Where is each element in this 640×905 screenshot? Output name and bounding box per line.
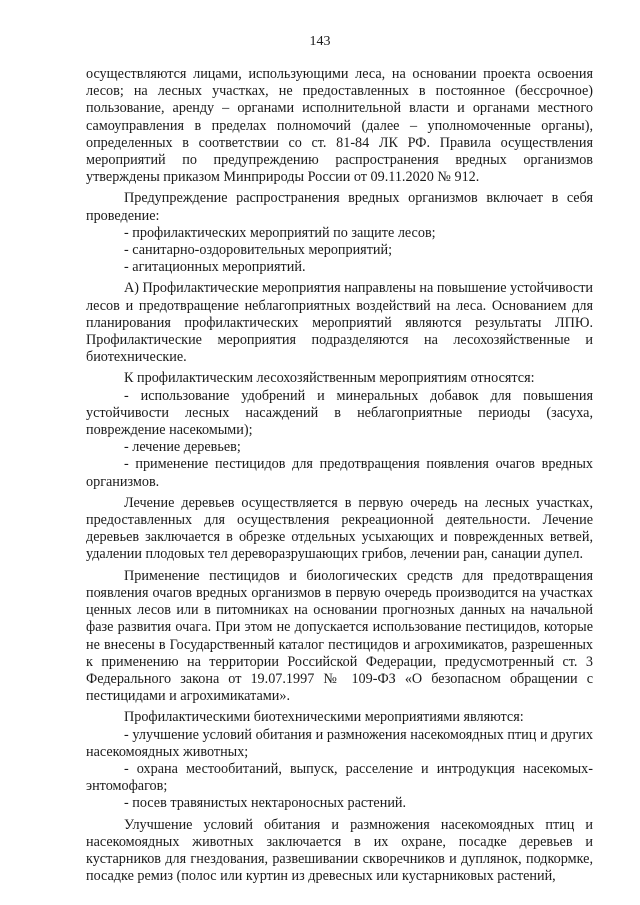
paragraph-tree-treatment: Лечение деревьев осуществляется в первую очередь на лесных участках, предоставленных для осуществления рекреационной деятельности. Лечение деревьев заключается в обрезке отдельных усыхающих и поврежденных ветвей, удалении плодовых тел дереворазрушающих грибов, лечении ран, санации дупел. — [86, 494, 593, 563]
paragraph-habitat-improvement: Улучшение условий обитания и размножения насекомоядных птиц и насекомоядных животных заключается в их охране, посадке деревьев и кустарников для гнездования, развешивании скворечников и дуплянок, подкормке, посадке ремиз (полос или куртин из древесных или кустарниковых растений, — [86, 816, 593, 885]
paragraph-preventive-measures: А) Профилактические мероприятия направлены на повышение устойчивости лесов и предотвращение неблагоприятных воздействий на леса. Основанием для планирования профилактических мероприятий являются результаты ЛПЮ. Профилактические мероприятия подразделяются на лесохозяйственные и биотехнические. — [86, 280, 593, 366]
list-item: - санитарно-оздоровительных мероприятий; — [124, 242, 393, 259]
list-item: - профилактических мероприятий по защите лесов; — [124, 224, 436, 241]
paragraph-prevention-intro: Предупреждение распространения вредных организмов включает в себя проведение: — [86, 190, 593, 224]
paragraph-biotech-measures-intro: Профилактическими биотехническими мероприятиями являются: — [124, 709, 524, 726]
page-number: 143 — [309, 34, 331, 49]
list-item: - лечение деревьев; — [124, 439, 241, 456]
paragraph-continuation: осуществляются лицами, использующими леса, на основании проекта освоения лесов; на лесных участках, не предоставленных в постоянное (бессрочное) пользование, аренду – органами исполнительной власти и органами местного самоуправления в пределах полномочий (далее – уполномоченные органы), определенных в соответствии со ст. 81-84 ЛК РФ. Правила осуществления мероприятий по предупреждению распространения вредных организмов утверждены приказом Минприроды России от 09.11.2020 № 912. — [86, 66, 593, 186]
list-item: - охрана местообитаний, выпуск, расселение и интродукция насекомых-энтомофагов; — [86, 760, 593, 795]
list-item: - улучшение условий обитания и размножения насекомоядных птиц и других насекомоядных животных; — [86, 726, 593, 760]
list-item: - использование удобрений и минеральных добавок для повышения устойчивости лесных насаждений в неблагоприятные периоды (засуха, повреждение насекомыми); — [86, 387, 593, 439]
list-item: - применение пестицидов для предотвращения появления очагов вредных организмов. — [86, 456, 593, 490]
paragraph-forestry-measures-intro: К профилактическим лесохозяйственным мероприятиям относятся: — [124, 370, 535, 387]
list-item: - агитационных мероприятий. — [124, 259, 306, 276]
list-item: - посев травянистых нектароносных растений. — [124, 795, 407, 812]
paragraph-pesticides: Применение пестицидов и биологических средств для предотвращения появления очагов вредных организмов в первую очередь производится на участках ценных лесов или в питомниках на основании прогнозных данных на начальной фазе развития очага. При этом не допускается использование пестицидов, которые не внесены в Государственный каталог пестицидов и агрохимикатов, разрешенных к применению на территории Российской Федерации, предусмотренный ст. 3 Федерального закона от 19.07.1997 № 109-ФЗ «О безопасном обращении с пестицидами и агрохимикатами». — [86, 567, 593, 705]
document-body — [86, 66, 593, 885]
